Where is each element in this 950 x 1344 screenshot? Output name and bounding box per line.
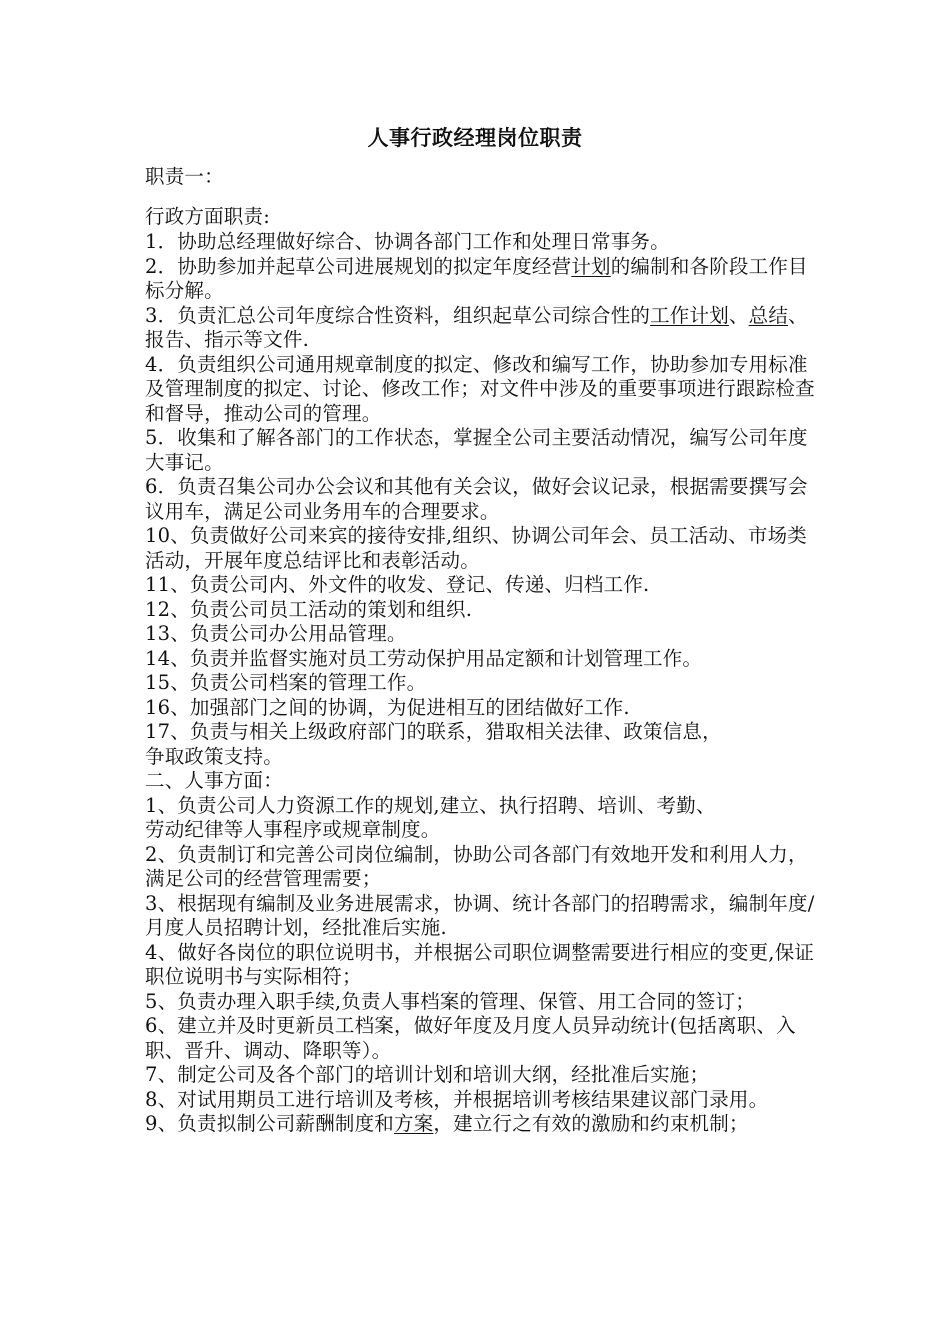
paragraph-text: 1、负责公司人力资源工作的规划,建立、执行招聘、培训、考勤、 劳动纪律等人事程序或规章制度。 bbox=[145, 793, 716, 841]
paragraph-text: 11、负责公司内、外文件的收发、登记、传递、归档工作. bbox=[145, 573, 650, 596]
section-heading-duty-one: 职责一： bbox=[145, 165, 224, 188]
paragraph-text: 9、负责拟制公司薪酬制度和 bbox=[145, 1112, 395, 1135]
document-title: 人事行政经理岗位职责 bbox=[367, 125, 583, 150]
paragraph-text: 10、负责做好公司来宾的接待安排,组织、协调公司年会、员工活动、市场类活动，开展年度总结评比和表彰活动。 bbox=[145, 524, 808, 572]
paragraph-text: 15、负责公司档案的管理工作。 bbox=[145, 671, 427, 694]
underlined-term: 工作计划 bbox=[650, 303, 729, 327]
paragraph-text: ，建立行之有效的激励和约束机制； bbox=[433, 1112, 749, 1135]
document-body bbox=[145, 230, 825, 1137]
paragraph-text: 13、负责公司办公用品管理。 bbox=[145, 622, 407, 645]
paragraph-text: 14、负责并监督实施对员工劳动保护用品定额和计划管理工作。 bbox=[145, 646, 703, 670]
paragraph-text: 2．协助参加并起草公司进展规划的拟定年度经营 bbox=[145, 254, 572, 278]
section-heading-admin-duties: 行政方面职责: bbox=[145, 205, 270, 228]
paragraph-text: 5、负责办理入职手续,负责人事档案的管理、保管、用工合同的签订； bbox=[145, 989, 756, 1013]
paragraph bbox=[145, 696, 825, 721]
paragraph bbox=[145, 1112, 825, 1137]
paragraph-text: 16、加强部门之间的协调，为促进相互的团结做好工作. bbox=[145, 695, 630, 719]
paragraph bbox=[145, 647, 825, 672]
paragraph bbox=[145, 304, 825, 353]
paragraph-text: 3、根据现有编制及业务进展需求，协调、统计各部门的招聘需求，编制年度/月度人员招聘计划，经批准后实施. bbox=[145, 891, 815, 939]
paragraph-text: 8、对试用期员工进行培训及考核，并根据培训考核结果建议部门录用。 bbox=[145, 1087, 769, 1111]
underlined-term: 总结 bbox=[748, 303, 789, 327]
paragraph bbox=[145, 524, 825, 573]
paragraph-text: 5．收集和了解各部门的工作状态，掌握全公司主要活动情况，编写公司年度大事记。 bbox=[145, 426, 808, 474]
paragraph bbox=[145, 622, 825, 647]
paragraph bbox=[145, 573, 825, 598]
paragraph-text: 1．协助总经理做好综合、协调各部门工作和处理日常事务。 bbox=[145, 230, 670, 253]
paragraph bbox=[145, 769, 825, 794]
underlined-term: 计划 bbox=[571, 254, 611, 278]
paragraph bbox=[145, 598, 825, 623]
paragraph bbox=[145, 426, 825, 475]
paragraph bbox=[145, 892, 825, 941]
paragraph bbox=[145, 353, 825, 427]
paragraph-text: 4．负责组织公司通用规章制度的拟定、修改和编写工作，协助参加专用标准及管理制度的拟定、讨论、修改工作；对文件中涉及的重要事项进行跟踪检查和督导，推动公司的管理。 bbox=[145, 352, 815, 425]
paragraph-text: 7、制定公司及各个部门的培训计划和培训大纲，经批准后实施； bbox=[145, 1063, 710, 1086]
paragraph-text: 、报告、指示等文件. bbox=[145, 303, 808, 351]
paragraph bbox=[145, 794, 825, 843]
paragraph-text: 6．负责召集公司办公会议和其他有关会议，做好会议记录，根据需要撰写会议用车，满足公司业务用车的合理要求。 bbox=[145, 475, 808, 523]
paragraph-text: 2、负责制订和完善公司岗位编制，协助公司各部门有效地开发和利用人力，满足公司的经营管理需要； bbox=[145, 842, 808, 890]
paragraph bbox=[145, 941, 825, 990]
paragraph-text: 二、人事方面： bbox=[145, 769, 283, 792]
paragraph bbox=[145, 843, 825, 892]
paragraph-text: 的编制和各阶段工作目标分解。 bbox=[145, 254, 808, 302]
paragraph-text: 12、负责公司员工活动的策划和组织. bbox=[145, 597, 473, 621]
paragraph bbox=[145, 1063, 825, 1088]
paragraph-text: 17、负责与相关上级政府部门的联系，猎取相关法律、政策信息， 争取政策支持。 bbox=[145, 720, 722, 768]
paragraph-text: 6、建立并及时更新员工档案，做好年度及月度人员异动统计(包括离职、入职、晋升、调动、降职等）。 bbox=[145, 1014, 796, 1062]
paragraph bbox=[145, 475, 825, 524]
paragraph bbox=[145, 990, 825, 1015]
paragraph-text: 3．负责汇总公司年度综合性资料，组织起草公司综合性的 bbox=[145, 303, 651, 327]
paragraph bbox=[145, 720, 825, 769]
paragraph bbox=[145, 230, 825, 255]
paragraph bbox=[145, 1088, 825, 1113]
paragraph bbox=[145, 255, 825, 304]
underlined-term: 方案 bbox=[394, 1112, 434, 1135]
paragraph-text: 、 bbox=[728, 303, 749, 327]
paragraph bbox=[145, 671, 825, 696]
paragraph-text: 4、做好各岗位的职位说明书，并根据公司职位调整需要进行相应的变更,保证职位说明书与实际相符； bbox=[145, 940, 815, 988]
paragraph bbox=[145, 1014, 825, 1063]
